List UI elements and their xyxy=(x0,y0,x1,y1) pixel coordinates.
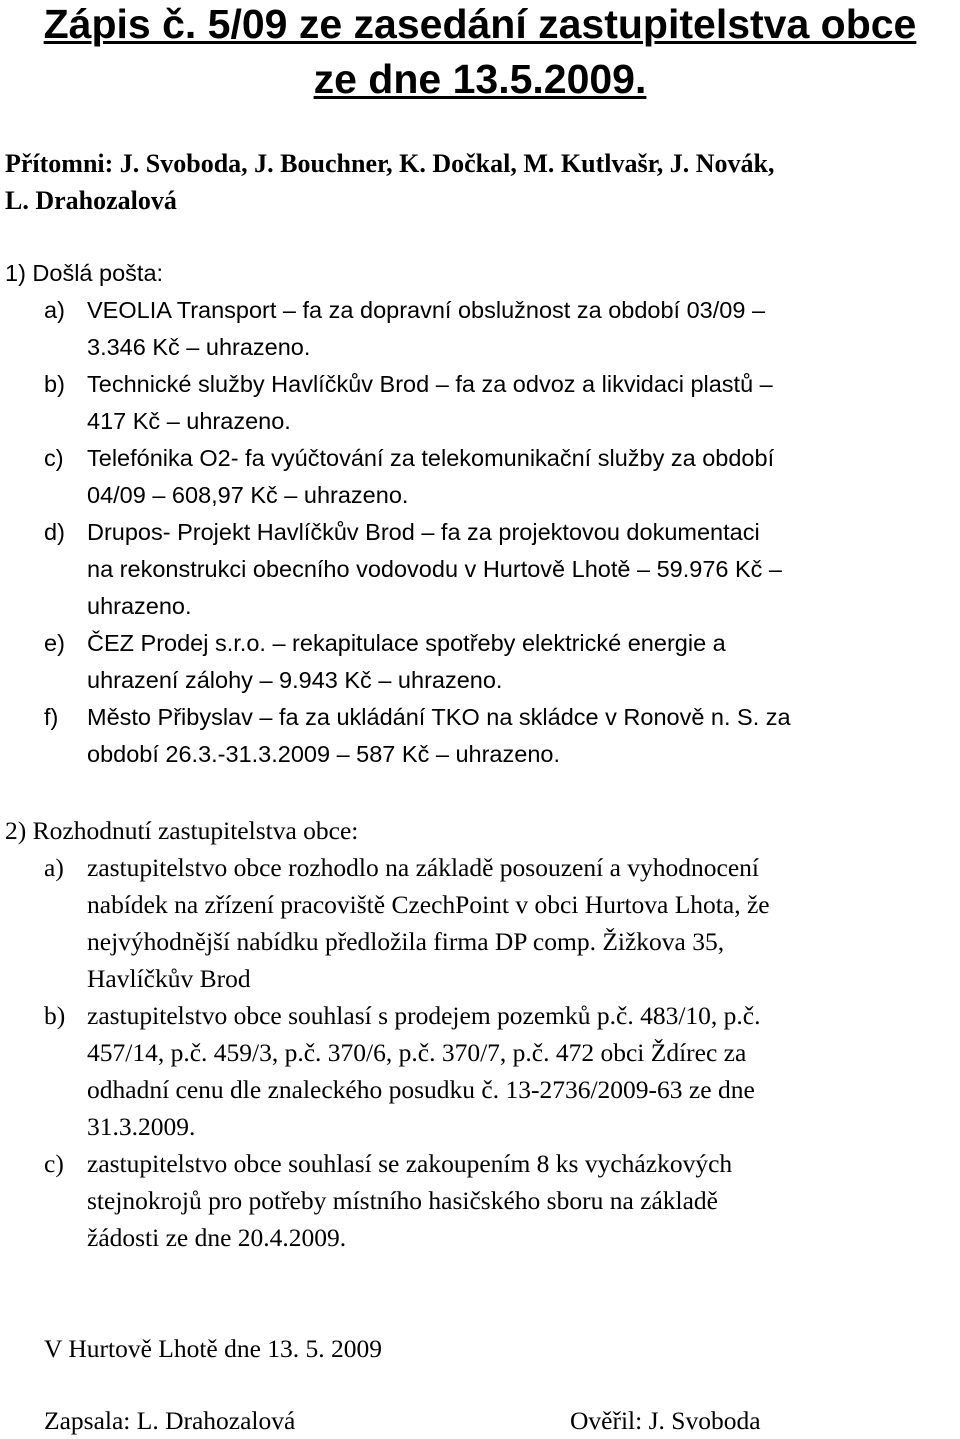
item-text-line: stejnokrojů pro potřeby místního hasičského sboru na základě xyxy=(87,1186,718,1215)
attendees-line-2: L. Drahozalová xyxy=(5,186,177,215)
item-text-line: 457/14, p.č. 459/3, p.č. 370/6, p.č. 370/7, p.č. 472 obci Ždírec za xyxy=(87,1038,747,1067)
recorded-by: Zapsala: L. Drahozalová xyxy=(44,1406,296,1435)
item-marker: b) xyxy=(44,371,65,397)
item-text-line: Město Přibyslav – fa za ukládání TKO na skládce v Ronově n. S. za xyxy=(87,704,791,730)
item-text-line: nabídek na zřízení pracoviště CzechPoint v obci Hurtova Lhota, že xyxy=(87,890,770,919)
section-1-heading: 1) Došlá pošta: xyxy=(5,260,164,286)
place-and-date: V Hurtově Lhotě dne 13. 5. 2009 xyxy=(44,1334,383,1363)
item-text-line: Technické služby Havlíčkův Brod – fa za odvoz a likvidaci plastů – xyxy=(87,371,773,397)
item-marker: f) xyxy=(44,704,59,730)
item-text-line: 3.346 Kč – uhrazeno. xyxy=(87,334,311,360)
item-text-line: VEOLIA Transport – fa za dopravní obslužnost za období 03/09 – xyxy=(87,297,766,323)
item-text-line: 31.3.2009. xyxy=(87,1112,196,1141)
item-text-line: období 26.3.-31.3.2009 – 587 Kč – uhrazeno. xyxy=(87,741,560,767)
item-text-line: zastupitelstvo obce souhlasí se zakoupením 8 ks vycházkových xyxy=(87,1149,733,1178)
verified-by: Ověřil: J. Svoboda xyxy=(570,1406,761,1435)
item-text-line: 04/09 – 608,97 Kč – uhrazeno. xyxy=(87,482,409,508)
document-title-line-1: Zápis č. 5/09 ze zasedání zastupitelstva obce xyxy=(43,1,917,47)
item-text-line: Telefónika O2- fa vyúčtování za telekomunikační služby za období xyxy=(87,445,775,471)
item-text-line: Drupos- Projekt Havlíčkův Brod – fa za projektovou dokumentaci xyxy=(87,519,760,545)
attendees-line-1: Přítomni: J. Svoboda, J. Bouchner, K. Dočkal, M. Kutlvašr, J. Novák, xyxy=(5,149,775,178)
item-marker: a) xyxy=(44,297,65,323)
item-text-line: na rekonstrukci obecního vodovodu v Hurtově Lhotě – 59.976 Kč – xyxy=(87,556,783,582)
item-text-line: zastupitelstvo obce souhlasí s prodejem pozemků p.č. 483/10, p.č. xyxy=(87,1001,761,1030)
document-title-line-2: ze dne 13.5.2009. xyxy=(313,56,647,102)
item-text-line: Havlíčkův Brod xyxy=(87,964,251,993)
item-text-line: odhadní cenu dle znaleckého posudku č. 13-2736/2009-63 ze dne xyxy=(87,1075,755,1104)
item-marker: d) xyxy=(44,519,65,545)
item-text-line: zastupitelstvo obce rozhodlo na základě posouzení a vyhodnocení xyxy=(87,853,759,882)
item-marker: b) xyxy=(44,1001,66,1030)
item-text-line: uhrazení zálohy – 9.943 Kč – uhrazeno. xyxy=(87,667,503,693)
item-text-line: uhrazeno. xyxy=(87,593,192,619)
item-marker: e) xyxy=(44,630,65,656)
item-text-line: nejvýhodnější nabídku předložila firma DP comp. Žižkova 35, xyxy=(87,927,725,956)
item-marker: c) xyxy=(44,445,64,471)
section-2-heading: 2) Rozhodnutí zastupitelstva obce: xyxy=(5,816,359,845)
item-marker: a) xyxy=(44,853,64,882)
item-marker: c) xyxy=(44,1149,64,1178)
item-text-line: ČEZ Prodej s.r.o. – rekapitulace spotřeby elektrické energie a xyxy=(87,630,726,656)
item-text-line: žádosti ze dne 20.4.2009. xyxy=(87,1223,347,1252)
item-text-line: 417 Kč – uhrazeno. xyxy=(87,408,291,434)
